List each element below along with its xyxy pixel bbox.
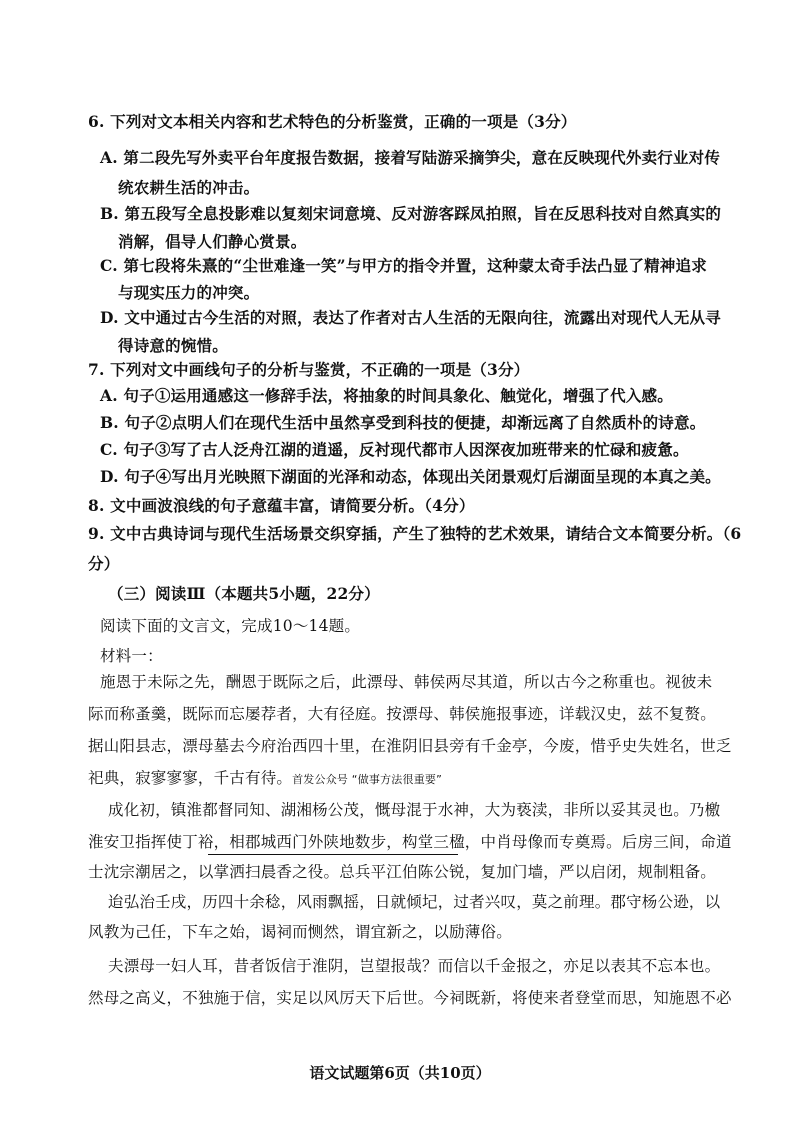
material-p2-line2: 淮安卫指挥使丁裕，相郡城西门外陕地数步，构堂三楹，中肖母像而专奠焉。后房三间，命道	[88, 833, 732, 851]
q6-option-d-line2: 得诗意的惋惜。	[118, 336, 228, 355]
q6-stem: 6. 下列对文本相关内容和艺术特色的分析鉴赏，正确的一项是（3分）	[88, 112, 577, 131]
q7-option-d: D. 句子④写出月光映照下湖面的光泽和动态，体现出关闭景观灯后湖面呈现的本真之美。	[100, 467, 721, 486]
material-p3-line2: 风教为己任，下车之始，谒祠而恻然，谓宜新之，以励薄俗。	[88, 923, 512, 941]
material-p2-line1: 成化初，镇淮都督同知、湖湘杨公茂，慨母混于水神，大为亵渎，非所以妥其灵也。乃檄	[108, 801, 721, 819]
q6-option-b-line2: 消解，倡导人们静心赏景。	[118, 232, 307, 251]
material-p3-line1: 迨弘治壬戌，历四十余稔，风雨飘摇，日就倾圮，过者兴叹，莫之前理。郡守杨公逊，以	[108, 893, 721, 911]
q6-option-a-line2: 统农耕生活的冲击。	[118, 178, 260, 197]
material-p1-line2: 际而称蚤羹，既际而忘屡荐者，大有径庭。按漂母、韩侯施报事迹，详载汉史，兹不复赘。	[88, 705, 717, 723]
section-instruction: 阅读下面的文言文，完成10～14题。	[100, 617, 361, 635]
q6-option-c-line1: C. 第七段将朱熹的“尘世难逢一笑”与甲方的指令并置，这种蒙太奇手法凸显了精神追求	[100, 256, 707, 275]
watermark-text: 首发公众号 “做事方法很重要”	[292, 773, 443, 786]
material-p1-line4	[88, 768, 442, 790]
q6-option-d-line1: D. 文中通过古今生活的对照，表达了作者对古人生活的无限向往，流露出对现代人无从寻	[100, 308, 721, 327]
q9-stem-line1: 9. 文中古典诗词与现代生活场景交织穿插，产生了独特的艺术效果，请结合文本简要分析。（6	[88, 524, 742, 543]
material-p1-line3: 据山阳县志，漂母墓去今府治西四十里，在淮阴旧县旁有千金亭，今废，惜乎史失姓名，世乏	[88, 737, 732, 755]
underline-sentence	[208, 854, 458, 855]
q7-option-a: A. 句子①运用通感这一修辞手法，将抽象的时间具象化、触觉化，增强了代入感。	[100, 386, 673, 405]
q6-option-a-line1: A. 第二段先写外卖平台年度报告数据，接着写陆游采摘笋尖，意在反映现代外卖行业对传	[100, 148, 721, 167]
material-p4-line2: 然母之高义，不独施于信，实足以风厉天下后世。今祠既新，将使来者登堂而思，知施恩不必	[88, 989, 732, 1007]
q7-option-b: B. 句子②点明人们在现代生活中虽然享受到科技的便捷，却渐远离了自然质朴的诗意。	[100, 413, 706, 432]
q6-option-c-line2: 与现实压力的冲突。	[118, 283, 260, 302]
q8-stem: 8. 文中画波浪线的句子意蕴丰富，请简要分析。（4分）	[88, 496, 475, 515]
material-label: 材料一：	[100, 647, 163, 665]
q9-stem-line2: 分）	[88, 554, 120, 573]
material-p4-line1: 夫漂母一妇人耳，昔者饭信于淮阴，岂望报哉？而信以千金报之，亦足以表其不忘本也。	[108, 957, 721, 975]
material-p2-line3: 士沈宗潮居之，以掌洒扫晨香之役。总兵平江伯陈公锐，复加门墙，严以启闭，规制粗备。	[88, 863, 717, 881]
page-footer: 语文试题第6页（共10页）	[309, 1064, 491, 1082]
q7-option-c: C. 句子③写了古人泛舟江湖的逍遥，反衬现代都市人因深夜加班带来的忙碌和疲惫。	[100, 440, 689, 459]
material-p1-line4-text: 祀典，寂寥寥寥，千古有待。	[88, 769, 293, 787]
section-title: （三）阅读Ⅲ（本题共5小题，22分）	[108, 584, 380, 603]
q7-stem: 7. 下列对文中画线句子的分析与鉴赏，不正确的一项是（3分）	[88, 360, 530, 379]
material-p1-line1: 施恩于未际之先，酬恩于既际之后，此漂母、韩侯两尽其道，所以古今之称重也。视彼未	[100, 673, 713, 691]
q6-option-b-line1: B. 第五段写全息投影难以复刻宋词意境、反对游客踩凤拍照，旨在反思科技对自然真实的	[100, 204, 722, 223]
